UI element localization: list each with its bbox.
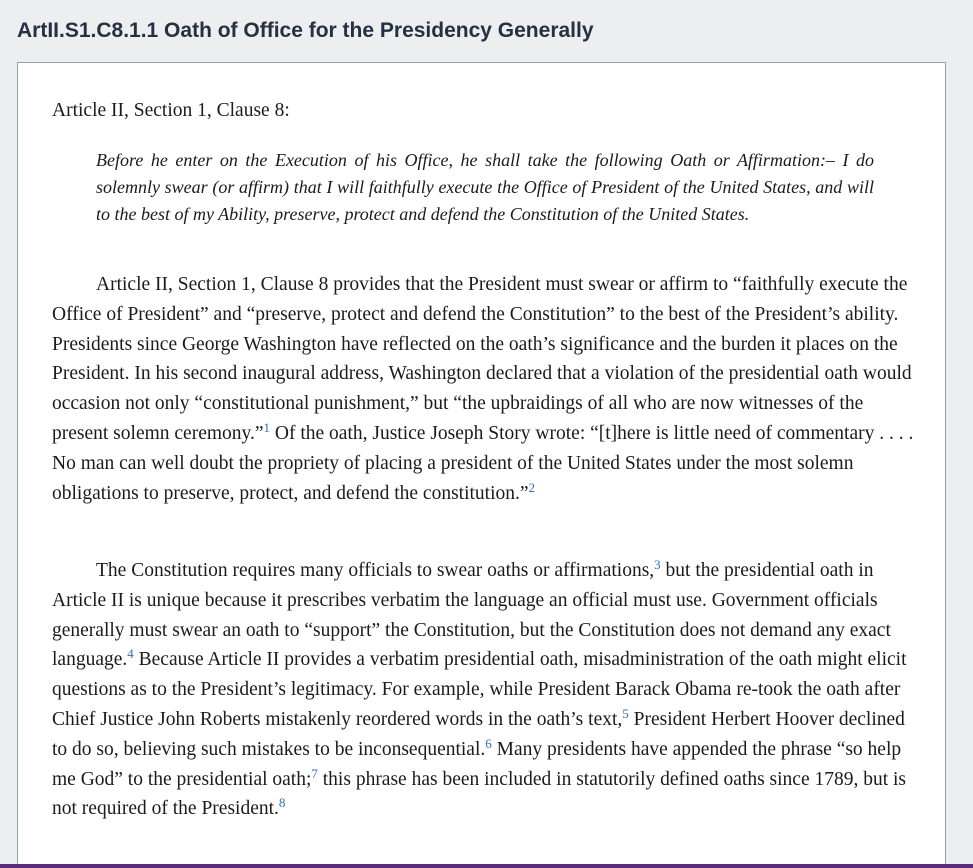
paragraph-2: [52, 556, 914, 824]
footnote-link-6[interactable]: 6: [485, 735, 492, 751]
paragraph-text: but the presidential oath in Article II is unique because it prescribes verbatim the language an official must use. Government officials generally must swear an oath to “support” the Constitution, but the Constitution does not demand any exact language.: [52, 560, 891, 671]
footnote-link-5[interactable]: 5: [622, 705, 629, 721]
paragraph-text: Many presidents have appended the phrase “so help me God” to the presidential oath;: [52, 738, 902, 790]
paragraph-text: The Constitution requires many officials to swear oaths or affirmations,: [96, 560, 655, 581]
clause-reference: Article II, Section 1, Clause 8:: [52, 100, 290, 121]
paragraph-text: President Herbert Hoover declined to do so, believing such mistakes to be inconsequential.: [52, 708, 905, 760]
constitution-quote: Before he enter on the Execution of his Office, he shall take the following Oath or Affirmation:– I do solemnly swear (or affirm) that I will faithfully execute the Office of President of the United States, and will to the best of my Ability, preserve, protect and defend the Constitution of the United States.: [96, 150, 874, 224]
footnote-link-3[interactable]: 3: [654, 557, 661, 572]
footnote-link-1[interactable]: 1: [263, 419, 271, 435]
paragraph-text: Because Article II provides a verbatim presidential oath, misadministration of the oath might elicit questions as to the President’s legitimacy. For example, while President Barack Obama re-took the oath after Chief Justice John Roberts mistakenly reordered words in the oath’s text,: [52, 649, 907, 730]
footnote-link-8[interactable]: 8: [278, 795, 286, 811]
essay-content-card: [17, 62, 946, 868]
page-title: ArtII.S1.C8.1.1 Oath of Office for the Presidency Generally: [17, 19, 594, 42]
footnote-link-7[interactable]: 7: [311, 765, 318, 781]
paragraph-text: Article II, Section 1, Clause 8 provides that the President must swear or affirm to “faithfully execute the Office of President” and “preserve, protect and defend the Constitution” to the best of the President’s ability. Presidents since George Washington have reflected on the oath’s significance and the burden it places on the President. In his second inaugural address, Washington declared that a violation of the presidential oath would occasion not only “constitutional punishment,” but “the upbraidings of all who are now witnesses of the present solemn ceremony.”: [52, 274, 912, 444]
footnote-link-4[interactable]: 4: [127, 646, 134, 662]
paragraph-text: this phrase has been included in statutorily defined oaths since 1789, but is not required of the President.: [52, 768, 907, 820]
paragraph-1: [52, 270, 914, 508]
paragraph-text: Of the oath, Justice Joseph Story wrote: “[t]here is little need of commentary . . . . No man can well doubt the propriety of placing a president of the United States under the most solemn obligations to preserve, protect, and defend the constitution.”: [52, 422, 914, 504]
footnote-link-2[interactable]: 2: [528, 479, 536, 495]
bottom-border-strip: [0, 864, 973, 868]
